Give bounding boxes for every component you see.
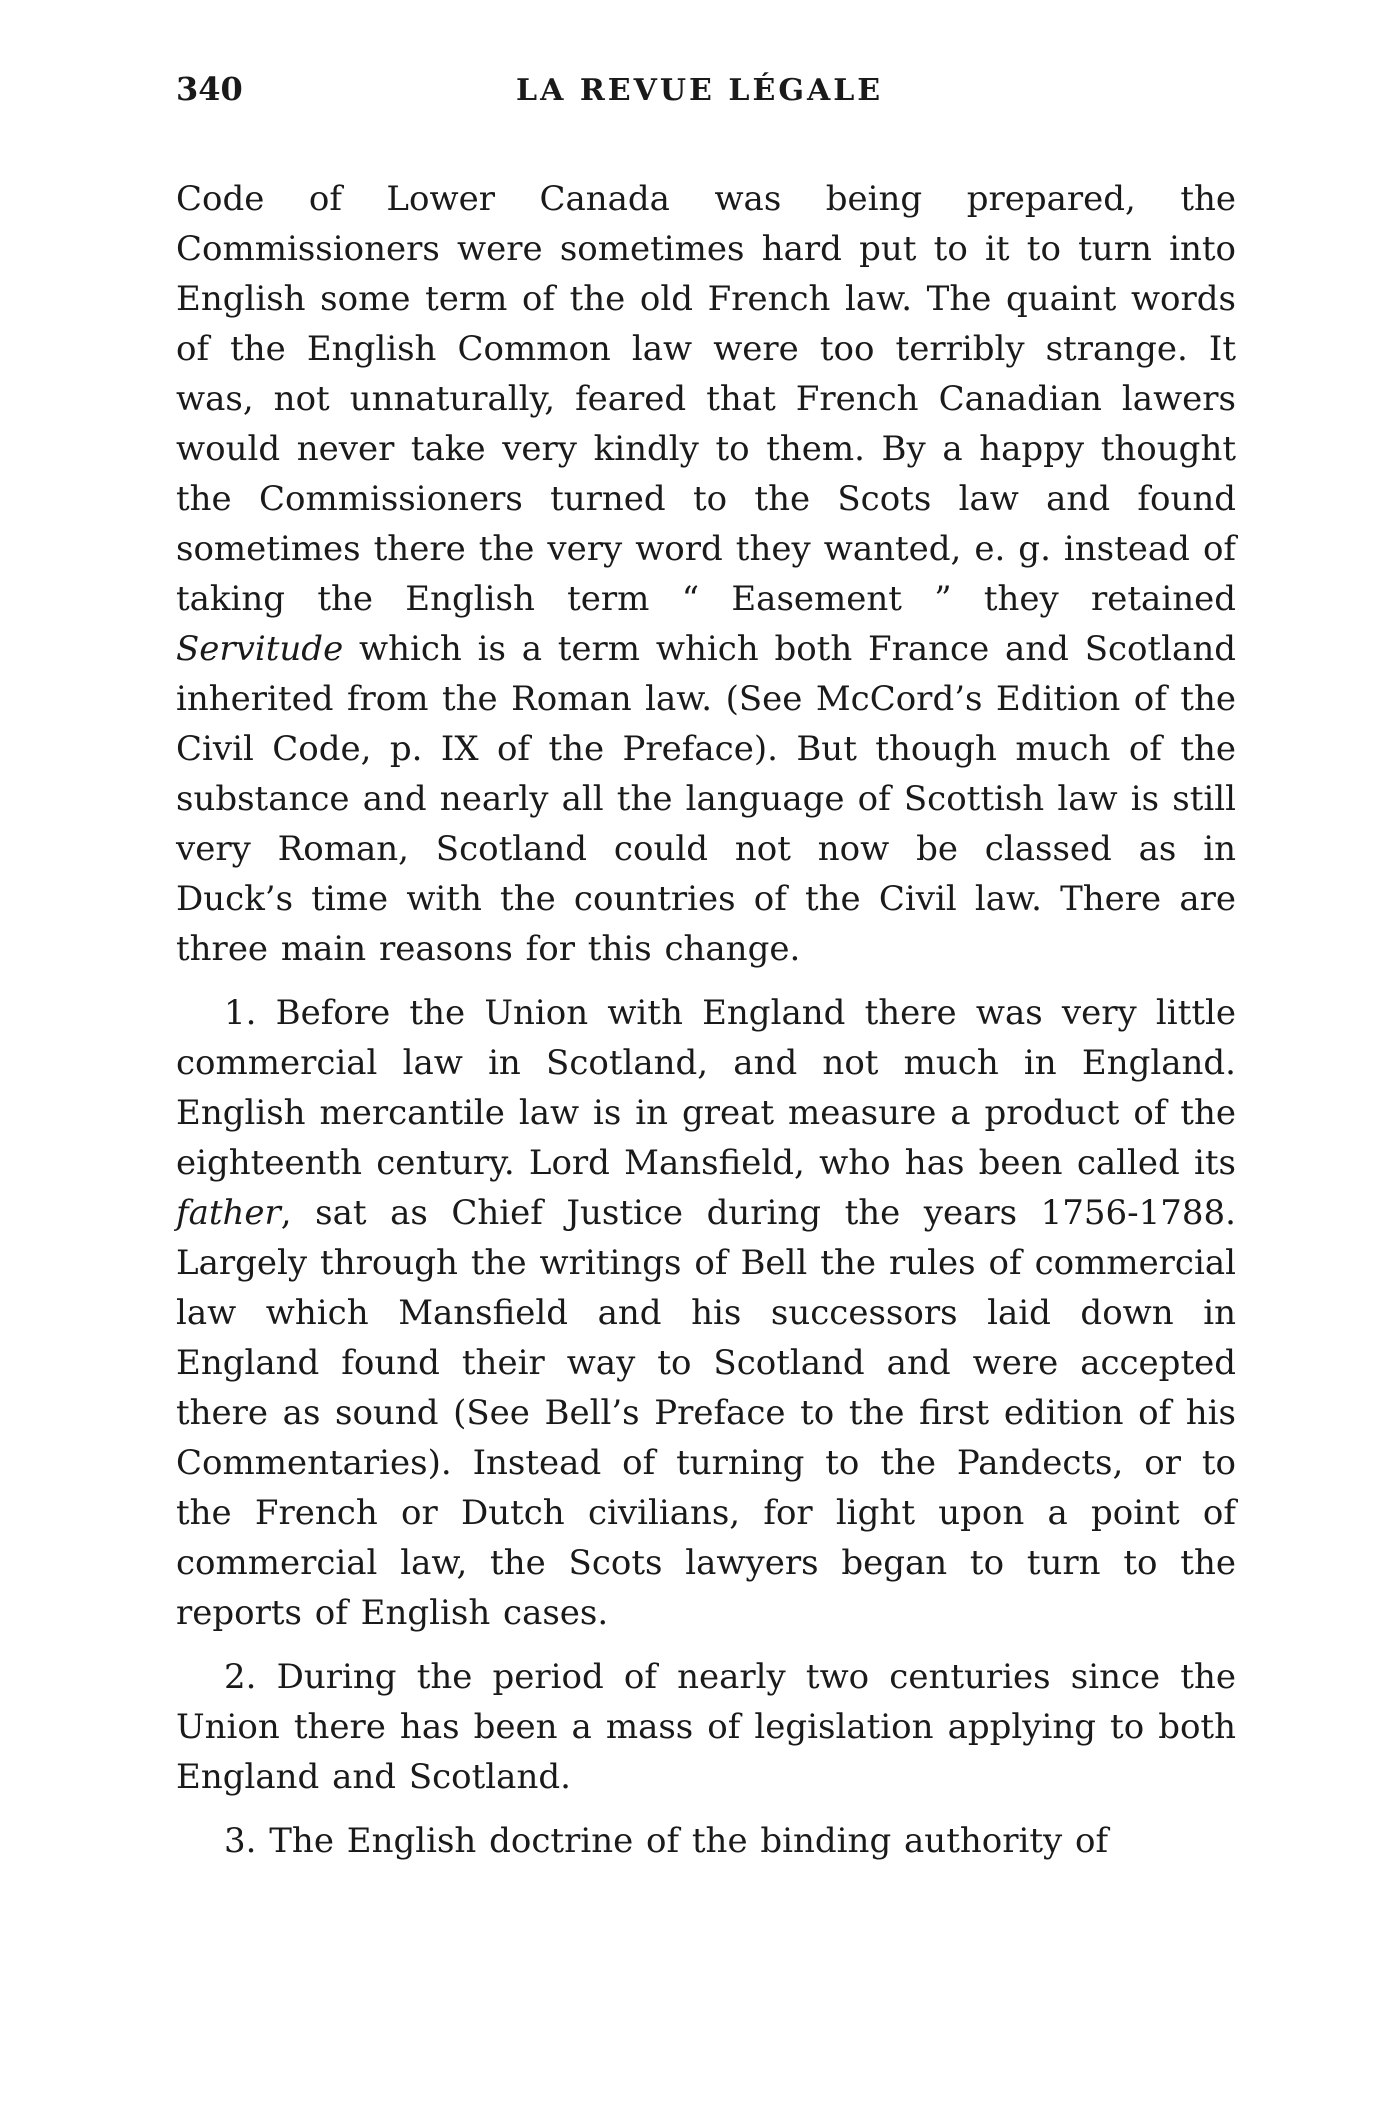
paragraph-1-text-b: which is a term which both France and Scotland inherited from the Roman law. (See McCord’s Edition of the Civil Code, p. IX of the Preface). But though much of the substance and nearly all the language of Scottish law is still very Roman, Scotland could not now be classed as in Duck’s time with the countries of the Civil law. There are three main reasons for this change. [176,629,1236,969]
running-head [176,70,1236,120]
paragraph-1-text-a: Code of Lower Canada was being prepared, the Commissioners were sometimes hard put to it to turn into English some term of the old French law. The quaint words of the English Common law were too terribly strange. It was, not unnaturally, feared that French Canadian lawers would never take very kindly to them. By a happy thought the Commissioners turned to the Scots law and found sometimes there the very word they wanted, e. g. instead of taking the English term “ Easement ” they retained [176,179,1236,619]
paragraph-4: 3. The English doctrine of the binding authority of [224,1821,1109,1861]
body-text [176,174,1236,1866]
paragraph-3: 2. During the period of nearly two centuries since the Union there has been a mass of legislation applying to both England and Scotland. [176,1657,1236,1797]
paragraph-2-italic-term: father [176,1193,281,1233]
paragraph-1 [176,174,1236,974]
page-number: 340 [176,70,243,108]
paragraph-2-text-a: 1. Before the Union with England there was very little commercial law in Scotland, and not much in England. English mercantile law is in great measure a product of the eighteenth century. Lord Mansfield, who has been called its [176,993,1236,1183]
paragraph-2-text-b: , sat as Chief Justice during the years 1756-1788. Largely through the writings of Bell the rules of commercial law which Mansfield and his successors laid down in England found their way to Scotland and were accepted there as sound (See Bell’s Preface to the first edition of his Commentaries). Instead of turning to the Pandects, or to the French or Dutch civilians, for light upon a point of commercial law, the Scots lawyers began to turn to the reports of English cases. [176,1193,1236,1633]
document-page [176,70,1236,1866]
paragraph-1-italic-term: Servitude [176,629,344,669]
journal-title: LA REVUE LÉGALE [516,73,884,108]
paragraph-2 [176,988,1236,1638]
